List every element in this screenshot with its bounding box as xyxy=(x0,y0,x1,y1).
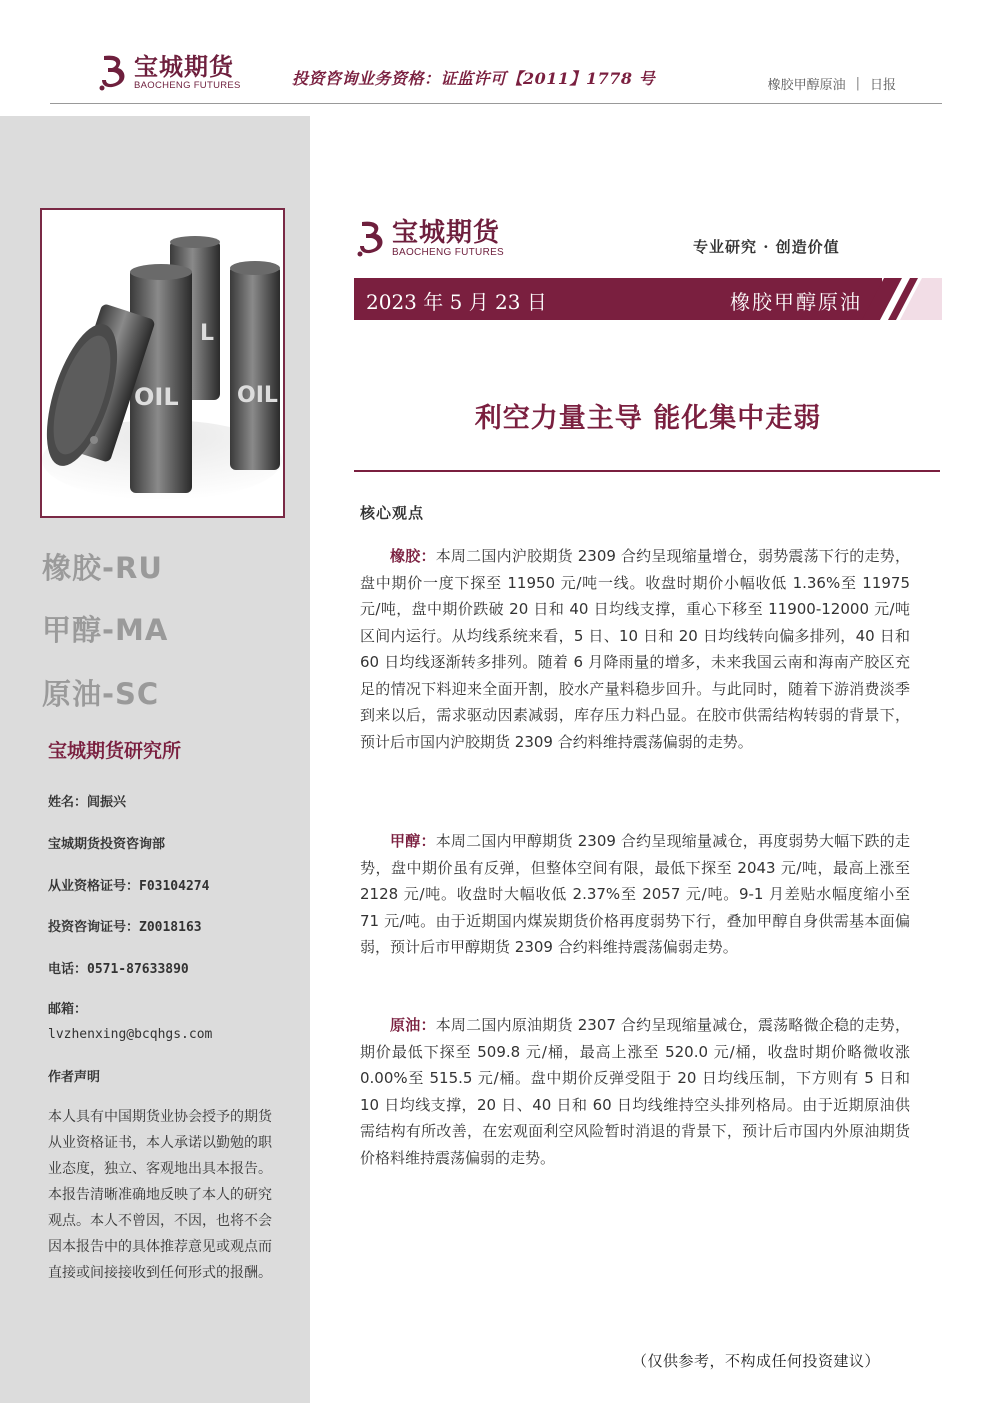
logo-text-cn: 宝城期货 xyxy=(134,51,234,81)
report-topic: 橡胶甲醇原油 xyxy=(730,290,862,314)
header-divider xyxy=(50,103,942,104)
qualification-license: 投资咨询业务资格：证监许可【2011】1778 号 xyxy=(292,69,656,88)
paragraph-text: 本周二国内沪胶期货 2309 合约呈现缩量增仓，弱势震荡下行的走势，盘中期价一度下探至 11950 元/吨一线。收盘时期价小幅收低 1.36%至 11975 元/吨，盘中期价跌破 20 日和 40 日均线支撑，重心下移至 11900-12000 元/吨区间内运行。从均线系统来看，5 日、10 日和 20 日均线转向偏多排列，40 日和 60 日均线逐渐转多排列。随着 6 月降雨量的增多，未来我国云南和海南产胶区充足的情况下料迎来全面开割，胶水产量料稳步回升。与此同时，随着下游消费淡季到来以后，需求驱动因素减弱，库存压力料凸显。在胶市供需结构转弱的背景下，预计后市国内沪胶期货 2309 合约料维持震荡偏弱的走势。 xyxy=(360,547,910,751)
report-title: 利空力量主导 能化集中走弱 xyxy=(474,403,822,434)
header-report-type: 日报 xyxy=(869,78,896,93)
paragraph-label: 橡胶： xyxy=(390,547,436,565)
author-statement: 本人具有中国期货业协会授予的期货从业资格证书，本人承诺以勤勉的职业态度，独立、客观地出具本报告。本报告清晰准确地反映了本人的研究观点。本人不曾因，不因，也将不会因本报告中的具体推荐意见或观点而直接或间接接收到任何形式的报酬。 xyxy=(48,1109,272,1281)
paragraph-crude-oil xyxy=(360,1012,910,1171)
brand-logo-en: BAOCHENG FUTURES xyxy=(392,246,505,258)
paragraph-text: 本周二国内原油期货 2307 合约呈现缩量减仓，震荡略微企稳的走势，期价最低下探至 509.8 元/桶，最高上涨至 520.0 元/桶，收盘时期价略微收涨 0.00%至 515.5 元/桶。盘中期价反弹受阻于 20 日均线压制，下方则有 5 日和 10 日均线支撑，20 日、40 日和 60 日均线维持空头排列格局。由于近期原油供需结构有所改善，在宏观面利空风险暂时消退的背景下，预计后市国内外原油期货价格料维持震荡偏弱的走势。 xyxy=(360,1016,910,1167)
department: 宝城期货投资咨询部 xyxy=(48,837,166,852)
paragraph-methanol xyxy=(360,828,910,961)
product-crude-oil: 原油-SC xyxy=(42,677,160,711)
header-category: 橡胶甲醇原油 xyxy=(767,78,846,93)
header-category-group xyxy=(768,74,896,93)
product-rubber: 橡胶-RU xyxy=(42,551,163,585)
brand-logo-cn: 宝城期货 xyxy=(392,217,501,248)
oil-barrels-image xyxy=(40,208,285,518)
paragraph-label: 甲醇： xyxy=(390,832,436,850)
header-separator: | xyxy=(855,76,860,91)
product-methanol: 甲醇-MA xyxy=(42,613,169,647)
analyst-name: 姓名：闾振兴 xyxy=(48,795,127,810)
title-divider xyxy=(354,470,940,472)
barrel-label-right: OIL xyxy=(237,383,278,408)
banner-stripes-decoration xyxy=(862,278,942,320)
footer-disclaimer: （仅供参考，不构成任何投资建议） xyxy=(632,1352,881,1370)
paragraph-text: 本周二国内甲醇期货 2309 合约呈现缩量减仓，再度弱势大幅下跌的走势，盘中期价虽有反弹，但整体空间有限，最低下探至 2043 元/吨，最高上涨至 2128 元/吨。收盘时大幅收低 2.37%至 2057 元/吨。9-1 月差贴水幅度缩小至 71 元/吨。由于近期国内煤炭期货价格再度弱势下行，叠加甲醇自身供需基本面偏弱，预计后市甲醇期货 2309 合约料维持震荡偏弱走势。 xyxy=(360,832,910,956)
institute-name: 宝城期货研究所 xyxy=(48,740,182,762)
email-address[interactable]: lvzhenxing@bcqhgs.com xyxy=(48,1027,213,1042)
paragraph-rubber xyxy=(360,543,910,755)
oil-barrels-illustration xyxy=(42,210,283,516)
sidebar xyxy=(0,116,310,1403)
logo-text-en: BAOCHENG FUTURES xyxy=(134,79,241,91)
svg-text:L: L xyxy=(200,321,215,346)
barrel-label-mid: OIL xyxy=(134,383,179,411)
consult-number: 投资咨询证号：Z0018163 xyxy=(48,920,202,935)
logo-mark-icon xyxy=(354,218,388,258)
brand-slogan: 专业研究 · 创造价值 xyxy=(693,238,840,256)
report-date: 2023 年 5 月 23 日 xyxy=(366,290,547,314)
statement-title: 作者声明 xyxy=(48,1070,101,1085)
date-banner xyxy=(354,278,882,320)
email-label: 邮箱： xyxy=(48,1002,88,1017)
core-views-heading: 核心观点 xyxy=(360,504,425,522)
paragraph-label: 原油： xyxy=(390,1016,436,1034)
qualification-number: 从业资格证号：F03104274 xyxy=(48,879,210,894)
phone: 电话：0571-87633890 xyxy=(48,962,189,977)
brand-logo xyxy=(354,218,504,258)
page-header xyxy=(0,0,992,116)
logo-mark-icon xyxy=(96,52,130,92)
company-logo xyxy=(96,52,241,92)
